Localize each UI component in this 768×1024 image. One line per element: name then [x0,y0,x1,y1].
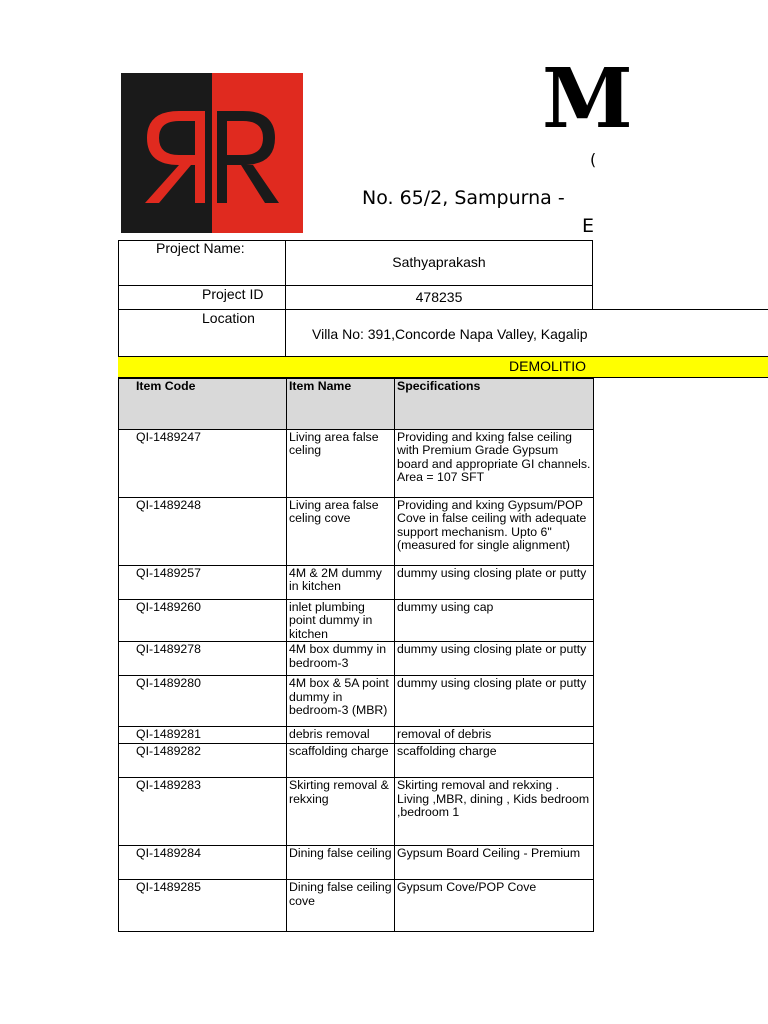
table-row [119,642,594,676]
item-code: QI-1489278 [119,642,287,676]
location-value: Villa No: 391,Concorde Napa Valley, Kagalip [312,326,588,342]
project-id-value: 478235 [415,289,463,305]
item-code: QI-1489285 [119,880,287,932]
item-name: Skirting removal & rekxing [287,778,395,846]
table-row [119,600,594,642]
table-row [119,430,594,498]
item-name: 4M box dummy in bedroom-3 [287,642,395,676]
item-name: 4M box & 5A point dummy in bedroom-3 (MBR) [287,676,395,727]
item-code: QI-1489260 [119,600,287,642]
location-label: Location [202,310,255,326]
project-id-label: Project ID [202,286,264,302]
item-name: inlet plumbing point dummy in kitchen [287,600,395,642]
item-code: QI-1489257 [119,566,287,600]
item-name: scaffolding charge [287,744,395,778]
item-spec: Providing and kxing false ceiling with Premium Grade Gypsum board and appropriate GI channels. Area = 107 SFT [395,430,594,498]
header-specifications: Specifications [395,379,594,430]
item-code: QI-1489247 [119,430,287,498]
item-code: QI-1489281 [119,727,287,744]
table-row [119,498,594,566]
section-title: DEMOLITIO [509,358,587,374]
header-item-code: Item Code [119,379,287,430]
item-spec: dummy using closing plate or putty [395,642,594,676]
item-name: Dining false ceiling [287,846,395,880]
table-row [119,744,594,778]
item-name: 4M & 2M dummy in kitchen [287,566,395,600]
item-spec: Providing and kxing Gypsum/POP Cove in false ceiling with adequate support mechanism. Upto 6" (measured for single alignment) [395,498,594,566]
item-spec: scaffolding charge [395,744,594,778]
item-spec: dummy using closing plate or putty [395,566,594,600]
item-code: QI-1489283 [119,778,287,846]
item-spec: Skirting removal and rekxing . Living ,MBR, dining , Kids bedroom ,bedroom 1 [395,778,594,846]
item-name: debris removal [287,727,395,744]
table-row [119,846,594,880]
item-code: QI-1489248 [119,498,287,566]
table-row [119,566,594,600]
item-name: Dining false ceiling cove [287,880,395,932]
item-spec: Gypsum Cove/POP Cove [395,880,594,932]
item-spec: Gypsum Board Ceiling - Premium [395,846,594,880]
company-logo [121,73,303,233]
table-row [119,880,594,932]
item-code: QI-1489280 [119,676,287,727]
item-code: QI-1489284 [119,846,287,880]
table-row [119,778,594,846]
project-name-value: Sathyaprakash [392,254,486,270]
table-row [119,727,594,744]
item-name: Living area false celing [287,430,395,498]
item-spec: dummy using cap [395,600,594,642]
item-code: QI-1489282 [119,744,287,778]
table-row [119,676,594,727]
company-address-line1: No. 65/2, Sampurna - [362,187,565,209]
items-table [118,378,594,932]
table-header-row [119,379,594,430]
header-item-name: Item Name [287,379,395,430]
company-subtitle: ( [590,150,597,169]
company-address-line2: E [582,215,595,237]
project-name-label: Project Name: [156,240,245,256]
item-spec: removal of debris [395,727,594,744]
section-bar [118,356,768,378]
item-spec: dummy using closing plate or putty [395,676,594,727]
company-name: M [542,51,634,147]
item-name: Living area false celing cove [287,498,395,566]
